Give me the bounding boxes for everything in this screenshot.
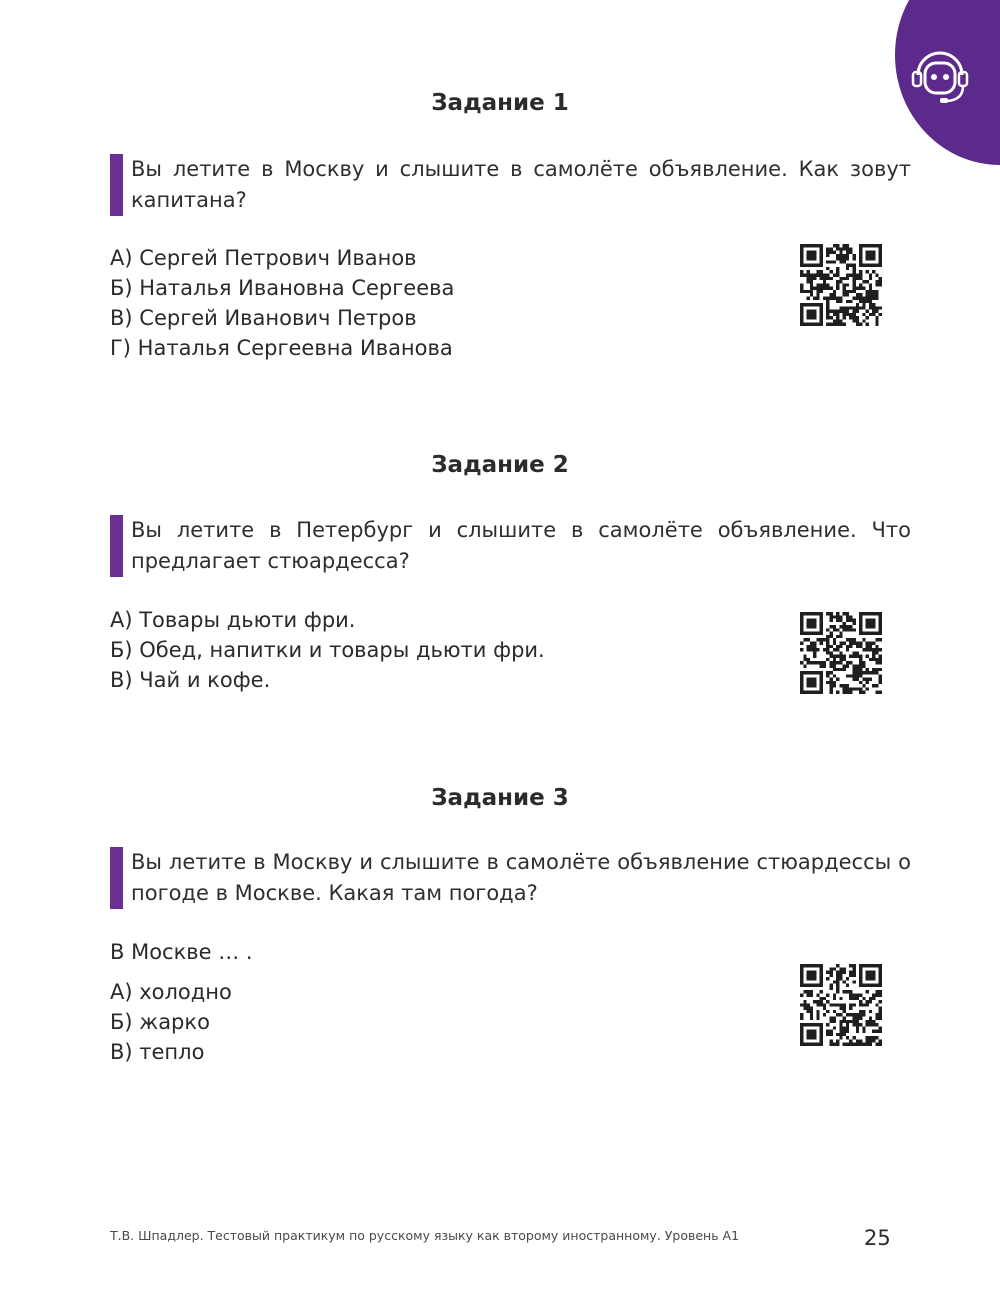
task-3-question: Вы летите в Москву и слышите в самолёте объявление стюардессы о погоде в Москве. Какая там погода? (110, 847, 911, 909)
qr-code-icon[interactable] (800, 964, 882, 1046)
qr-code-icon[interactable] (800, 244, 882, 326)
page-number: 25 (864, 1226, 891, 1250)
option-b: Б) Обед, напитки и товары дьюти фри. (110, 638, 545, 662)
option-c: В) Сергей Иванович Петров (110, 306, 417, 330)
task-1-title: Задание 1 (431, 90, 569, 116)
task-3-lead: В Москве … . (110, 940, 253, 964)
option-a: А) Сергей Петрович Иванов (110, 246, 417, 270)
option-b: Б) жарко (110, 1010, 210, 1034)
option-d: Г) Наталья Сергеевна Иванова (110, 336, 453, 360)
option-a: А) Товары дьюти фри. (110, 608, 356, 632)
option-b: Б) Наталья Ивановна Сергеева (110, 276, 455, 300)
task-2-options (110, 605, 545, 695)
option-c: В) Чай и кофе. (110, 668, 271, 692)
task-1-question: Вы летите в Москву и слышите в самолёте объявление. Как зовут капитана? (110, 154, 911, 216)
option-c: В) тепло (110, 1040, 205, 1064)
task-2-title: Задание 2 (431, 452, 569, 478)
qr-code-icon[interactable] (800, 612, 882, 694)
task-1-options (110, 243, 454, 363)
task-3-options (110, 977, 232, 1067)
footer-citation: Т.В. Шпадлер. Тестовый практикум по русскому языку как второму иностранному. Уровень А1 (110, 1228, 740, 1243)
option-a: А) холодно (110, 980, 232, 1004)
task-2-question: Вы летите в Петербург и слышите в самолёте объявление. Что предлагает стюардесса? (110, 515, 911, 577)
task-3-title: Задание 3 (431, 785, 569, 811)
